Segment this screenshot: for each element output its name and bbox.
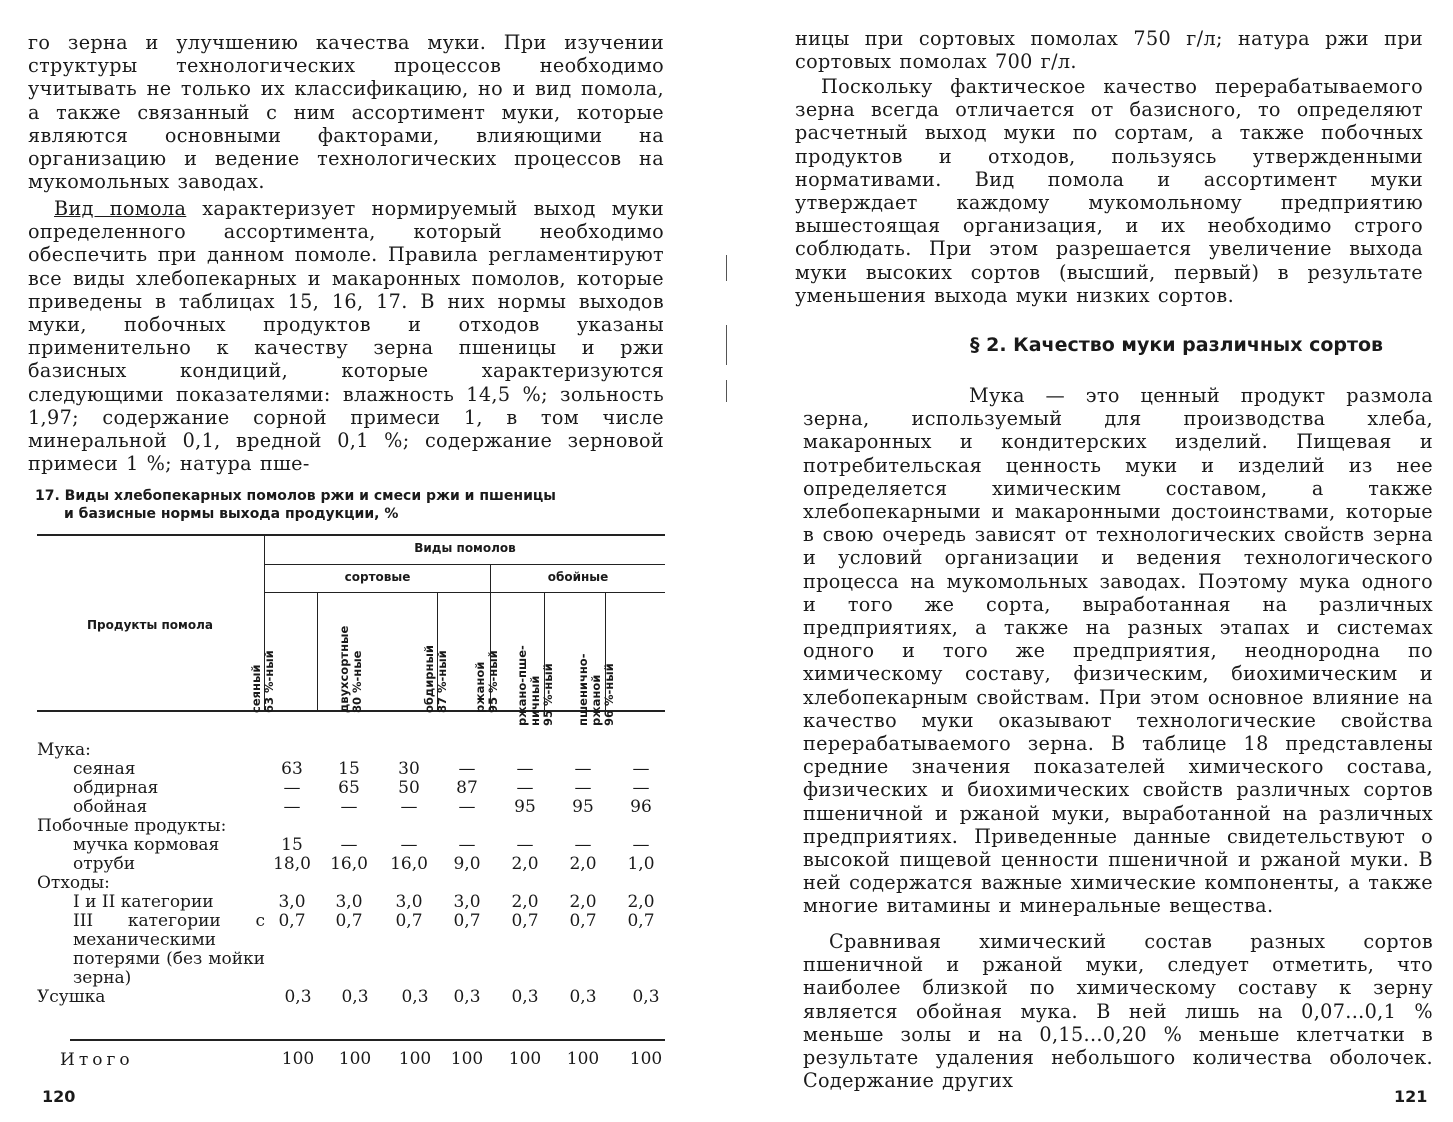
cell: 3,0 bbox=[453, 892, 481, 912]
header-mill-types: Виды помолов bbox=[414, 541, 516, 555]
cell: 0,7 bbox=[453, 911, 481, 931]
cell: — bbox=[340, 797, 358, 817]
cell: — bbox=[283, 797, 301, 817]
cell: 0,7 bbox=[278, 911, 306, 931]
col-header-pshenichno-rzhanoy: пшенично- ржаной 96 %-ный bbox=[576, 653, 616, 726]
cell: 18,0 bbox=[273, 854, 311, 874]
cell: 15 bbox=[338, 759, 360, 779]
cell: — bbox=[458, 797, 476, 817]
cell: 0,7 bbox=[335, 911, 363, 931]
header-products: Продукты помола bbox=[87, 618, 213, 632]
cell: 100 bbox=[508, 1049, 542, 1069]
row-label-oboynaya: обойная bbox=[73, 797, 148, 817]
table-header-divider bbox=[265, 564, 665, 565]
cell: 2,0 bbox=[511, 854, 539, 874]
cell: 16,0 bbox=[390, 854, 428, 874]
cell: — bbox=[400, 835, 418, 855]
term-vid-pomola: Вид помола bbox=[54, 197, 187, 220]
row-label-otkhody: Отходы: bbox=[37, 873, 110, 893]
right-paragraph-3: Мука — это ценный продукт размола зерна, используемый для производства хлеба, макаронных и кондитерских изделий. Пищевая и потребительская ценность муки и изделий из нее определяется химическим составом, а также хлебопекарными и макаронными достоинствами, которые в свою очередь зависят от технологических свойств зерна и условий организации и ведения технологического процесса на мукомольных заводах. Поэтому мука одного и того же сорта, выработанная на различных предприятиях, а также на разных этапах и системах одного и того же предприятия, неоднородна по химическому составу, физическим, биохимическим и хлебопекарным свойствам. При этом основное влияние на качество муки оказывают технологические свойства перерабатываемого зерна. В таблице 18 представлены средние значения показателей химического состава, физических и биохимических свойств различных сортов пшеничной и ржаной муки, выработанной на различных предприятиях. Приведенные данные свидетельствуют о высокой пищевой ценности пшеничной и ржаной муки. В ней содержатся важные химические компоненты, а также многие витамины и минеральные вещества. bbox=[803, 384, 1433, 918]
cell: 3,0 bbox=[278, 892, 306, 912]
table-total-rule bbox=[70, 1039, 665, 1041]
right-paragraph-1: ницы при сортовых помолах 750 г/л; натура ржи при сортовых помолах 700 г/л. bbox=[795, 27, 1423, 74]
table-vline-col2 bbox=[317, 593, 318, 711]
cell: — bbox=[458, 759, 476, 779]
col-header-seyany: сеяный 63 %-ный bbox=[249, 650, 276, 713]
cell: 95 bbox=[572, 797, 594, 817]
col-header-rzhanoy: ржаной 95 %-ный bbox=[473, 650, 500, 713]
row-label-obdirnaya: обдирная bbox=[73, 778, 159, 798]
left-paragraph-1: го зерна и улучшению качества муки. При изучении структуры технологических процессов необходимо учитывать не только их классификацию, но и вид помола, а также связанный с ним ассортимент муки, которые являются основными факторами, влияющими на организацию и ведение технологических процессов на мукомольных заводах. bbox=[28, 31, 664, 194]
cell: 0,7 bbox=[511, 911, 539, 931]
cell: 96 bbox=[630, 797, 652, 817]
cell: 16,0 bbox=[330, 854, 368, 874]
cell: 100 bbox=[629, 1049, 663, 1069]
row-label-muchka-kormovaya: мучка кормовая bbox=[73, 835, 220, 855]
cell: 2,0 bbox=[569, 892, 597, 912]
cell: 1,0 bbox=[627, 854, 655, 874]
cell: — bbox=[458, 835, 476, 855]
cell: 100 bbox=[566, 1049, 600, 1069]
cell: 0,3 bbox=[453, 987, 481, 1007]
col-header-rzhano-pshenichny: ржано-пше- ничный 95 %-ный bbox=[515, 645, 555, 726]
header-group-sortovye: сортовые bbox=[344, 570, 411, 584]
cell: — bbox=[516, 778, 534, 798]
cell: 30 bbox=[398, 759, 420, 779]
cell: 15 bbox=[281, 835, 303, 855]
cell: — bbox=[574, 778, 592, 798]
row-label-category-1-2: I и II категории bbox=[73, 892, 214, 912]
cell: 0,3 bbox=[401, 987, 429, 1007]
cell: — bbox=[574, 759, 592, 779]
col-header-dvukhsortnye: двухсортные 80 %-ные bbox=[337, 625, 364, 713]
cell: — bbox=[283, 778, 301, 798]
right-paragraph-2: Поскольку фактическое качество перерабатываемого зерна всегда отличается от базисного, то определяют расчетный выход муки по сортам, а также побочных продуктов и отходов, пользуясь утвержденными нормативами. Вид помола и ассортимент муки утверждает каждому мукомольному предприятию вышестоящая организация, и их необходимо строго соблюдать. При этом разрешается увеличение выхода муки высоких сортов (высший, первый) в результате уменьшения выхода муки низких сортов. bbox=[795, 75, 1423, 307]
cell: 0,7 bbox=[569, 911, 597, 931]
row-label-category-3: III категории с механическими потерями (без мойки зерна) bbox=[73, 911, 265, 988]
section-heading: § 2. Качество муки различных сортов bbox=[970, 334, 1384, 356]
right-paragraph-4: Сравнивая химический состав разных сортов пшеничной и ржаной муки, следует отметить, что наиболее близкой по химическому составу к зерну является обойная мука. В ней лишь на 0,07...0,1 % меньше золы и на 0,15...0,20 % меньше клетчатки в результате удаления небольшого количества оболочек. Содержание других bbox=[803, 930, 1433, 1093]
row-label-seyanaya: сеяная bbox=[73, 759, 136, 779]
cell: — bbox=[632, 835, 650, 855]
cell: 2,0 bbox=[569, 854, 597, 874]
cell: — bbox=[516, 759, 534, 779]
cell: — bbox=[516, 835, 534, 855]
cell: 87 bbox=[456, 778, 478, 798]
row-label-itogo: Итого bbox=[60, 1050, 134, 1070]
table-caption-line-2: и базисные нормы выхода продукции, % bbox=[64, 506, 399, 522]
row-label-usushka: Усушка bbox=[37, 987, 106, 1007]
cell: 63 bbox=[281, 759, 303, 779]
cell: 0,3 bbox=[284, 987, 312, 1007]
cell: 65 bbox=[338, 778, 360, 798]
cell: 100 bbox=[398, 1049, 432, 1069]
cell: 0,3 bbox=[632, 987, 660, 1007]
cell: 100 bbox=[338, 1049, 372, 1069]
cell: 100 bbox=[281, 1049, 315, 1069]
cell: — bbox=[632, 778, 650, 798]
page-number-right: 121 bbox=[1394, 1087, 1428, 1106]
cell: 3,0 bbox=[335, 892, 363, 912]
cell: 2,0 bbox=[511, 892, 539, 912]
table-caption bbox=[35, 487, 675, 523]
cell: 50 bbox=[398, 778, 420, 798]
cell: 0,7 bbox=[627, 911, 655, 931]
cell: 3,0 bbox=[395, 892, 423, 912]
header-group-oboinye: обойные bbox=[547, 570, 609, 584]
row-label-pobochnye: Побочные продукты: bbox=[37, 816, 227, 836]
cell: — bbox=[574, 835, 592, 855]
cell: 0,3 bbox=[511, 987, 539, 1007]
left-paragraph-2 bbox=[28, 197, 664, 475]
cell: — bbox=[632, 759, 650, 779]
table-caption-line-1: 17. Виды хлебопекарных помолов ржи и смеси ржи и пшеницы bbox=[35, 488, 556, 504]
cell: 9,0 bbox=[453, 854, 481, 874]
cell: — bbox=[400, 797, 418, 817]
cell: — bbox=[340, 835, 358, 855]
table-top-rule bbox=[37, 534, 665, 536]
cell: 100 bbox=[450, 1049, 484, 1069]
page-number-left: 120 bbox=[42, 1087, 76, 1106]
row-label-otrubi: отруби bbox=[73, 854, 136, 874]
cell: 0,3 bbox=[341, 987, 369, 1007]
left-paragraph-2-text: характеризует нормируемый выход муки определенного ассортимента, который необходимо обеспечить при данном помоле. Правила регламентируют все виды хлебопекарных и макаронных помолов, которые приведены в таблицах 15, 16, 17. В них нормы выходов муки, побочных продуктов и отходов указаны применительно к качеству зерна пшеницы и ржи базисных кондиций, которые характеризуются следующими показателями: влажность 14,5 %; зольность 1,97; содержание сорной примеси 1, в том числе минеральной 0,1, вредной 0,1 %; содержание зерновой примеси 1 %; натура пше- bbox=[28, 197, 664, 476]
row-label-muka: Мука: bbox=[37, 740, 91, 760]
cell: 0,3 bbox=[569, 987, 597, 1007]
cell: 0,7 bbox=[395, 911, 423, 931]
cell: 95 bbox=[514, 797, 536, 817]
col-header-obdirny: обдирный 87 %-ный bbox=[422, 645, 449, 713]
cell: 2,0 bbox=[627, 892, 655, 912]
